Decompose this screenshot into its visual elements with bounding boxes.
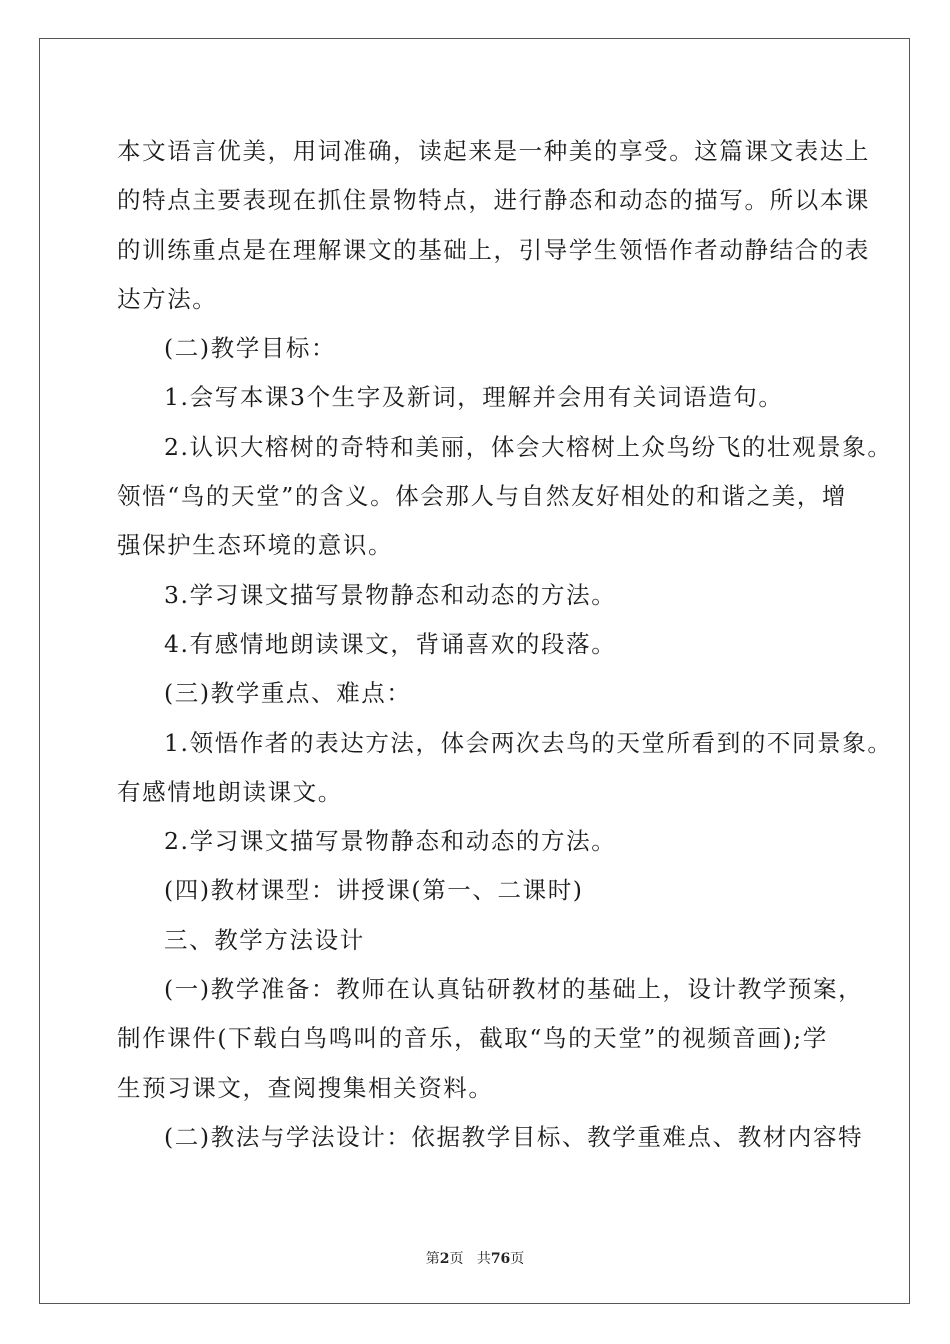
- text-line: 2.认识大榕树的奇特和美丽，体会大榕树上众鸟纷飞的壮观景象。: [164, 432, 893, 461]
- text-line: 1.会写本课3个生字及新词，理解并会用有关词语造句。: [164, 383, 784, 412]
- page-footer: [0, 1248, 950, 1268]
- text-line: (四)教材课型：讲授课(第一、二课时): [164, 876, 584, 905]
- text-line: 3.学习课文描写景物静态和动态的方法。: [164, 580, 617, 609]
- text-line: 的特点主要表现在抓住景物特点，进行静态和动态的描写。所以本课: [117, 186, 870, 215]
- text-line: 达方法。: [117, 284, 218, 313]
- text-line: (二)教学目标：: [164, 334, 337, 363]
- text-line: 有感情地朗读课文。: [117, 777, 343, 806]
- text-line: 领悟“鸟的天堂”的含义。体会那人与自然友好相处的和谐之美，增: [117, 482, 848, 511]
- total-pages: 76: [490, 1251, 511, 1267]
- text-line: (二)教法与学法设计：依据教学目标、教学重难点、教材内容特: [164, 1122, 864, 1151]
- total-label-suffix: 页: [510, 1251, 525, 1267]
- text-line: 制作课件(下载白鸟鸣叫的音乐，截取“鸟的天堂”的视频音画);学: [117, 1024, 828, 1053]
- text-line: (一)教学准备：教师在认真钻研教材的基础上，设计教学预案，: [164, 975, 864, 1004]
- page-number: 2: [439, 1251, 450, 1267]
- text-line: (三)教学重点、难点：: [164, 679, 412, 708]
- page-label-prefix: 第: [425, 1251, 440, 1267]
- document-body: [117, 127, 893, 1162]
- total-label-prefix: 共: [476, 1251, 491, 1267]
- page-label-suffix: 页: [449, 1251, 464, 1267]
- text-line: 的训练重点是在理解课文的基础上，引导学生领悟作者动静结合的表: [117, 235, 870, 264]
- text-line: 三、教学方法设计: [164, 925, 365, 954]
- text-line: 1.领悟作者的表达方法，体会两次去鸟的天堂所看到的不同景象。: [164, 728, 893, 757]
- text-line: 强保护生态环境的意识。: [117, 531, 394, 560]
- text-line: 2.学习课文描写景物静态和动态的方法。: [164, 827, 617, 856]
- text-line: 生预习课文，查阅搜集相关资料。: [117, 1073, 494, 1102]
- text-line: 4.有感情地朗读课文，背诵喜欢的段落。: [164, 629, 617, 658]
- text-line: 本文语言优美，用词准确，读起来是一种美的享受。这篇课文表达上: [117, 137, 870, 165]
